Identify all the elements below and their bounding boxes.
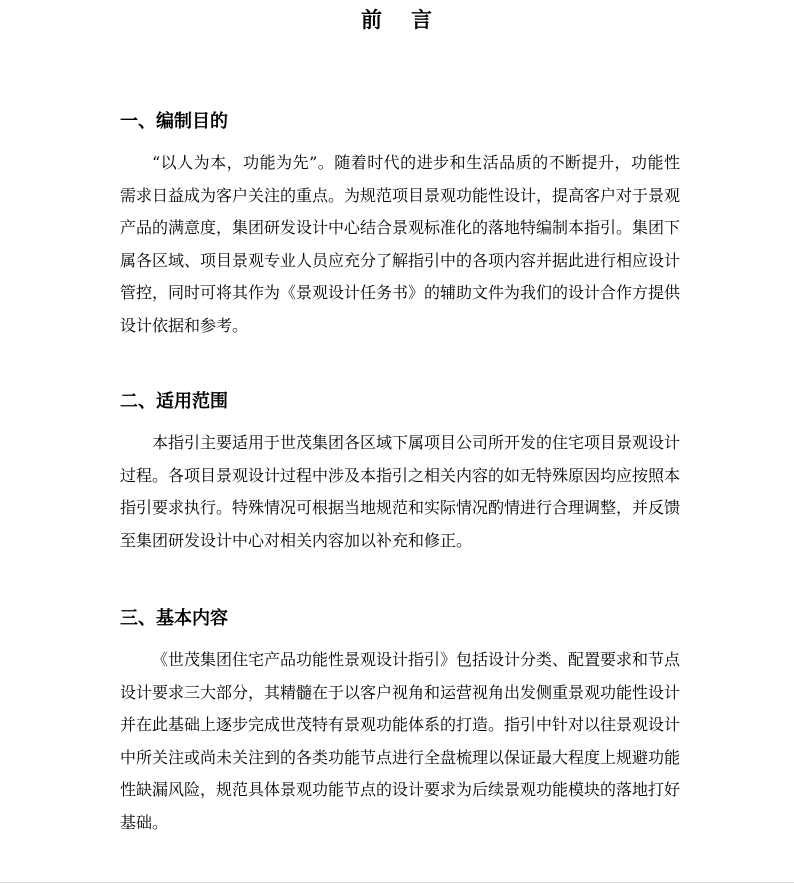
section-purpose <box>120 109 680 342</box>
page-title-char-1: 前 <box>361 8 383 32</box>
section-heading: 二、适用范围 <box>120 391 228 412</box>
section-paragraph: “以人为本，功能为先”。随着时代的进步和生活品质的不断提升，功能性需求日益成为客户关注的重点。为规范项目景观功能性设计，提高客户对于景观产品的满意度，集团研发设计中心结合景观标准化的落地特编制本指引。集团下属各区域、项目景观专业人员应充分了解指引中的各项内容并据此进行相应设计管控，同时可将其作为《景观设计任务书》的辅助文件为我们的设计合作方提供设计依据和参考。 <box>120 153 681 335</box>
section-heading: 三、基本内容 <box>120 608 228 629</box>
page-title <box>0 4 794 36</box>
section-paragraph: 《世茂集团住宅产品功能性景观设计指引》包括设计分类、配置要求和节点设计要求三大部分，其精髓在于以客户视角和运营视角出发侧重景观功能性设计并在此基础上逐步完成世茂特有景观功能体系的打造。指引中针对以往景观设计中所关注或尚未关注到的各类功能节点进行全盘梳理以保证最大程度上规避功能性缺漏风险，规范具体景观功能节点的设计要求为后续景观功能模块的落地打好基础。 <box>120 650 681 832</box>
section-paragraph: 本指引主要适用于世茂集团各区域下属项目公司所开发的住宅项目景观设计过程。各项目景观设计过程中涉及本指引之相关内容的如无特殊原因均应按照本指引要求执行。特殊情况可根据当地规范和实际情况酌情进行合理调整，并反馈至集团研发设计中心对相关内容加以补充和修正。 <box>120 433 681 550</box>
section-scope <box>120 389 680 557</box>
section-content <box>120 606 680 839</box>
page-title-char-2: 言 <box>411 8 433 32</box>
section-heading: 一、编制目的 <box>120 111 228 132</box>
